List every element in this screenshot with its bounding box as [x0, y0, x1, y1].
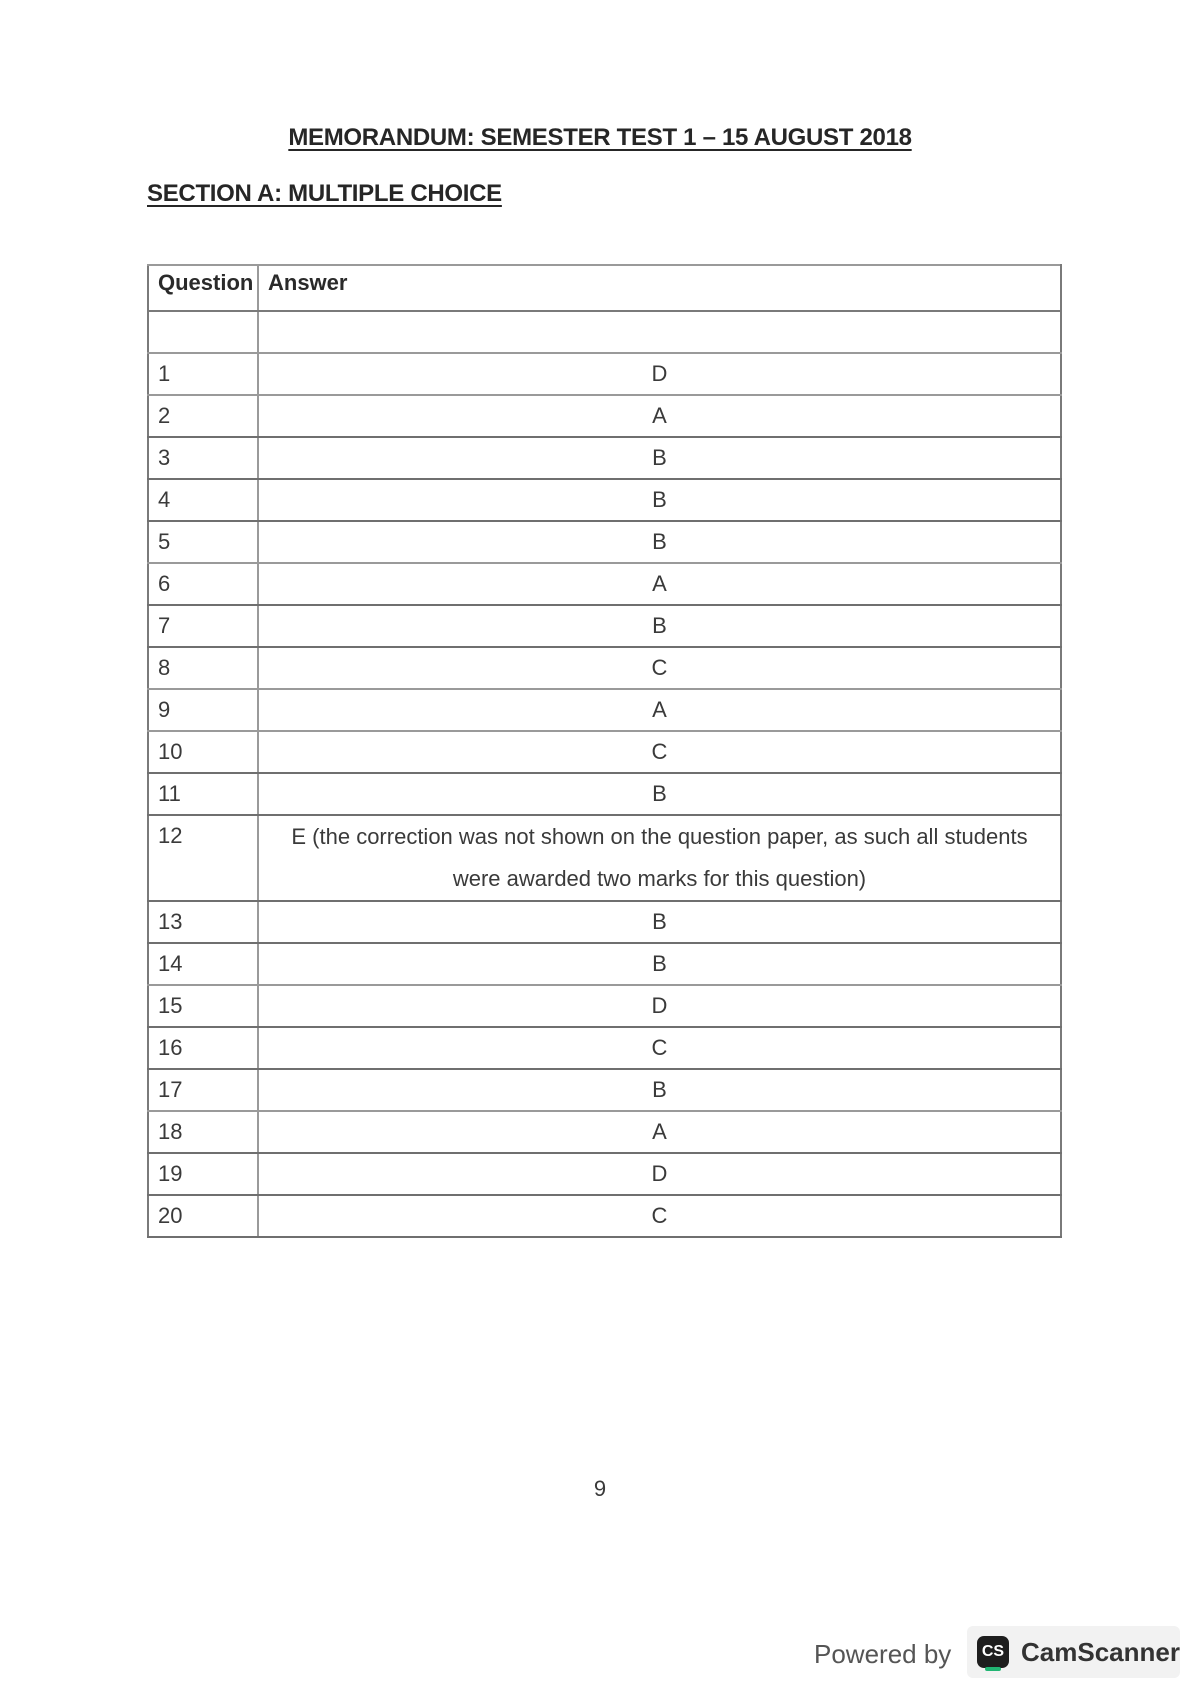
answer-value: E (the correction was not shown on the question paper, as such all students were awarded two marks for this question) — [258, 815, 1061, 901]
table-row — [148, 647, 1061, 689]
question-number: 7 — [148, 605, 258, 647]
answer-value: A — [258, 1111, 1061, 1153]
document-title: MEMORANDUM: SEMESTER TEST 1 – 15 AUGUST 2018 — [288, 124, 912, 151]
table-row — [148, 1027, 1061, 1069]
answer-value: D — [258, 985, 1061, 1027]
question-number: 13 — [148, 901, 258, 943]
table-row — [148, 985, 1061, 1027]
answer-value: B — [258, 901, 1061, 943]
table-row — [148, 689, 1061, 731]
table-row — [148, 1153, 1061, 1195]
question-number: 14 — [148, 943, 258, 985]
table-row — [148, 1069, 1061, 1111]
table-cell-empty — [258, 311, 1061, 353]
answer-value: C — [258, 731, 1061, 773]
camscanner-logo-icon: CS — [977, 1636, 1009, 1668]
section-heading: SECTION A: MULTIPLE CHOICE — [147, 180, 502, 207]
table-row — [148, 1195, 1061, 1237]
question-number: 6 — [148, 563, 258, 605]
page-number: 9 — [593, 1476, 607, 1501]
answer-value: A — [258, 563, 1061, 605]
answer-value: C — [258, 1027, 1061, 1069]
table-header-row — [148, 265, 1061, 311]
table-row — [148, 773, 1061, 815]
table-row — [148, 943, 1061, 985]
table-row — [148, 353, 1061, 395]
answer-value: D — [258, 353, 1061, 395]
answer-value: A — [258, 689, 1061, 731]
answer-value: B — [258, 605, 1061, 647]
answer-value: B — [258, 521, 1061, 563]
question-number: 2 — [148, 395, 258, 437]
table-row-empty — [148, 311, 1061, 353]
camscanner-brand-name: CamScanner — [1021, 1636, 1180, 1667]
question-number: 1 — [148, 353, 258, 395]
answer-value: A — [258, 395, 1061, 437]
table-row — [148, 395, 1061, 437]
question-number: 18 — [148, 1111, 258, 1153]
question-number: 17 — [148, 1069, 258, 1111]
question-column-header: Question — [148, 265, 258, 311]
table-row — [148, 563, 1061, 605]
answer-value: B — [258, 943, 1061, 985]
camscanner-badge — [967, 1626, 1180, 1678]
question-number: 8 — [148, 647, 258, 689]
question-number: 5 — [148, 521, 258, 563]
answer-value: B — [258, 479, 1061, 521]
answer-value: D — [258, 1153, 1061, 1195]
question-number: 9 — [148, 689, 258, 731]
table-row — [148, 815, 1061, 901]
powered-by-label: Powered by — [814, 1639, 952, 1669]
table-row — [148, 1111, 1061, 1153]
answer-value: C — [258, 647, 1061, 689]
question-number: 4 — [148, 479, 258, 521]
table-row — [148, 605, 1061, 647]
table-row — [148, 521, 1061, 563]
question-number: 10 — [148, 731, 258, 773]
question-number: 3 — [148, 437, 258, 479]
question-number: 20 — [148, 1195, 258, 1237]
table-row — [148, 731, 1061, 773]
question-number: 19 — [148, 1153, 258, 1195]
answer-value: B — [258, 437, 1061, 479]
answer-value: B — [258, 1069, 1061, 1111]
question-number: 11 — [148, 773, 258, 815]
table-row — [148, 479, 1061, 521]
answer-value: C — [258, 1195, 1061, 1237]
answer-value: B — [258, 773, 1061, 815]
answer-column-header: Answer — [258, 265, 1061, 311]
question-number: 16 — [148, 1027, 258, 1069]
question-number: 15 — [148, 985, 258, 1027]
answer-table — [147, 264, 1062, 1238]
table-row — [148, 901, 1061, 943]
table-cell-empty — [148, 311, 258, 353]
table-row — [148, 437, 1061, 479]
question-number: 12 — [148, 815, 258, 901]
